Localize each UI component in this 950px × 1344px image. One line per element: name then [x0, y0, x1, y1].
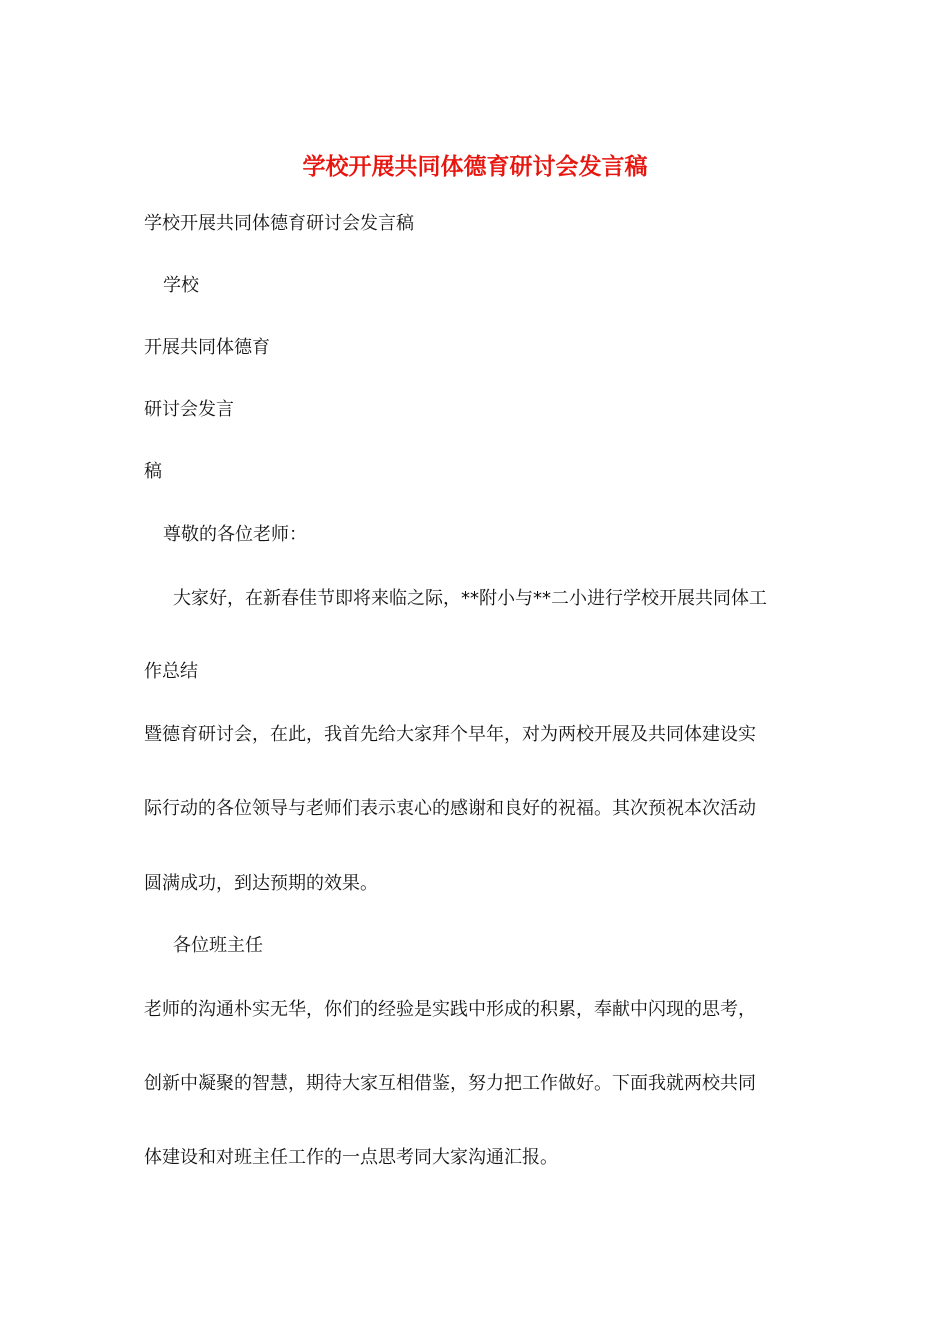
paragraph-line: 圆满成功，到达预期的效果。 [144, 873, 378, 894]
paragraph-heading: 各位班主任 [173, 935, 263, 956]
text-line-seminar: 研讨会发言 [144, 399, 234, 420]
document-title: 学校开展共同体德育研讨会发言稿 [302, 153, 648, 180]
text-line-draft: 稿 [144, 461, 162, 482]
paragraph-line: 际行动的各位领导与老师们表示衷心的感谢和良好的祝福。其次预祝本次活动 [144, 798, 756, 819]
text-line-topic: 开展共同体德育 [144, 337, 270, 358]
paragraph-line: 暨德育研讨会，在此，我首先给大家拜个早年，对为两校开展及共同体建设实 [144, 724, 756, 745]
greeting-line: 尊敬的各位老师： [163, 524, 307, 545]
paragraph-line: 作总结 [144, 661, 198, 682]
paragraph-line: 体建设和对班主任工作的一点思考同大家沟通汇报。 [144, 1147, 558, 1168]
paragraph-line: 老师的沟通朴实无华，你们的经验是实践中形成的积累，奉献中闪现的思考， [144, 999, 756, 1020]
paragraph-line: 创新中凝聚的智慧，期待大家互相借鉴，努力把工作做好。下面我就两校共同 [144, 1073, 756, 1094]
text-line-subtitle: 学校开展共同体德育研讨会发言稿 [144, 213, 414, 234]
paragraph-line: 大家好，在新春佳节即将来临之际，**附小与**二小进行学校开展共同体工 [173, 588, 767, 609]
text-line-school: 学校 [163, 275, 199, 296]
